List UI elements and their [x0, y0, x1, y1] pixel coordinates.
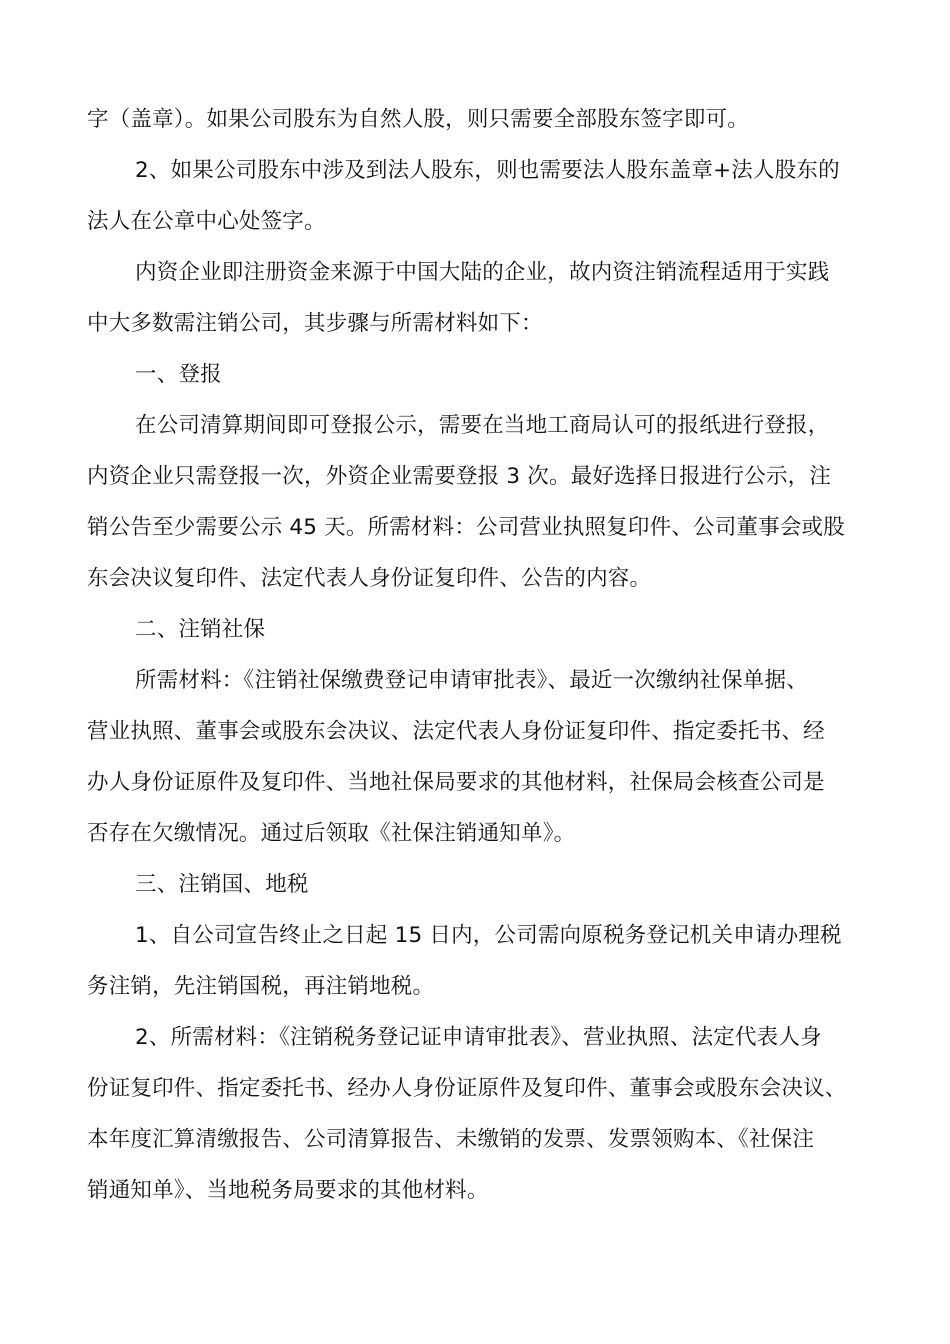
text-line: 1、自公司宣告终止之日起 15 日内，公司需向原税务登记机关申请办理税	[135, 923, 842, 948]
text-line: 字（盖章）。如果公司股东为自然人股，则只需要全部股东签字即可。	[87, 107, 749, 132]
text-line: 销公告至少需要公示 45 天。所需材料：公司营业执照复印件、公司董事会或股	[87, 515, 845, 540]
text-line: 销通知单》、当地税务局要求的其他材料。	[87, 1178, 489, 1203]
section-heading: 一、登报	[135, 362, 222, 387]
text-line: 所需材料：《注销社保缴费登记申请审批表》、最近一次缴纳社保单据、	[135, 668, 808, 693]
text-line: 份证复印件、指定委托书、经办人身份证原件及复印件、董事会或股东会决议、	[87, 1076, 847, 1101]
text-line: 法人在公章中心处签字。	[87, 209, 326, 234]
text-line: 本年度汇算清缴报告、公司清算报告、未缴销的发票、发票领购本、《社保注	[87, 1127, 815, 1152]
text-line: 2、如果公司股东中涉及到法人股东，则也需要法人股东盖章+法人股东的	[135, 158, 840, 183]
section-heading: 三、注销国、地税	[135, 872, 309, 897]
text-line: 中大多数需注销公司，其步骤与所需材料如下：	[87, 311, 543, 336]
document-page	[87, 94, 867, 1216]
text-line: 东会决议复印件、法定代表人身份证复印件、公告的内容。	[87, 566, 652, 591]
text-line: 办人身份证原件及复印件、当地社保局要求的其他材料，社保局会核查公司是	[87, 770, 825, 795]
section-heading: 二、注销社保	[135, 617, 266, 642]
text-line: 务注销，先注销国税，再注销地税。	[87, 974, 435, 999]
text-line: 在公司清算期间即可登报公示，需要在当地工商局认可的报纸进行登报，	[135, 413, 830, 438]
text-line: 2、所需材料：《注销税务登记证申请审批表》、营业执照、法定代表人身	[135, 1025, 822, 1050]
text-line: 否存在欠缴情况。通过后领取《社保注销通知单》。	[87, 821, 576, 846]
text-line: 营业执照、董事会或股东会决议、法定代表人身份证复印件、指定委托书、经	[87, 719, 825, 744]
text-line: 内资企业只需登报一次，外资企业需要登报 3 次。最好选择日报进行公示，注	[87, 464, 832, 489]
text-line: 内资企业即注册资金来源于中国大陆的企业，故内资注销流程适用于实践	[135, 260, 830, 285]
